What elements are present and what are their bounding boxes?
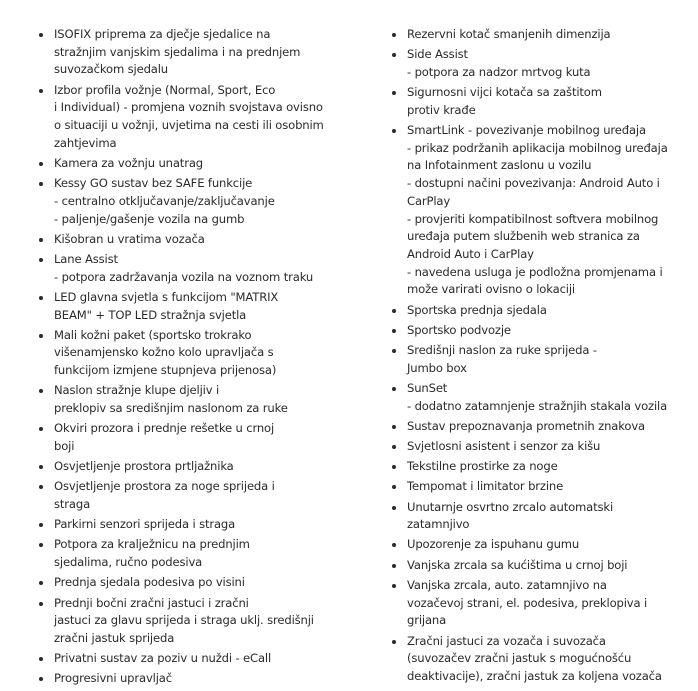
equipment-item-text: Vanjska zrcala, auto. zatamnjivo na: [407, 577, 607, 592]
equipment-item: [391, 577, 681, 630]
equipment-item: [38, 175, 330, 228]
equipment-item-text: zatamnjivo: [407, 517, 470, 532]
equipment-item-text: Kišobran u vratima vozača: [54, 231, 205, 246]
equipment-item-text: Tempomat i limitator brzine: [407, 479, 564, 494]
equipment-item: [38, 536, 330, 571]
equipment-item-text: Lane Assist: [54, 251, 118, 266]
equipment-item-text: ISOFIX priprema za dječje sjedalice na: [54, 27, 271, 41]
equipment-item-text: SunSet: [407, 380, 448, 395]
equipment-item: [38, 289, 330, 324]
equipment-item-text: Mali kožni paket (sportsko trokrako: [54, 327, 252, 342]
equipment-item-text: o situaciji u vožnji, uvjetima na cesti ili osobnim: [54, 118, 324, 133]
bullet-icon: [39, 677, 43, 681]
equipment-item-text: deaktivacije), zračni jastuk za koljena vozača: [407, 668, 662, 683]
equipment-item-text: straga: [54, 497, 91, 512]
equipment-item-text: Parkirni senzori sprijeda i straga: [54, 517, 236, 532]
equipment-item-text: Osvjetljenje prostora za noge sprijeda i: [54, 479, 275, 494]
equipment-item-text: LED glavna svjetla s funkcijom "MATRIX: [54, 289, 279, 304]
equipment-item: [391, 84, 681, 119]
equipment-item-text: Android Auto i CarPlay: [407, 246, 534, 261]
equipment-item-text: uređaja putem službenih web stranica za: [407, 229, 640, 244]
equipment-item: [38, 155, 330, 173]
equipment-item: [38, 420, 330, 455]
equipment-item-text: - paljenje/gašenje vozila na gumb: [54, 211, 245, 226]
equipment-item-text: (suvozačev zračni jastuk s mogućnošću: [407, 651, 632, 666]
bullet-icon: [392, 584, 396, 588]
equipment-item-text: Svjetlosni asistent i senzor za kišu: [407, 438, 601, 453]
equipment-item-text: - prikaz podržanih aplikacija mobilnog uređaja: [407, 140, 668, 155]
bullet-icon: [392, 309, 396, 313]
equipment-item: [38, 251, 330, 286]
equipment-item: [38, 574, 330, 592]
equipment-item-text: Sustav prepoznavanja prometnih znakova: [407, 418, 646, 433]
equipment-item: [391, 342, 681, 377]
equipment-item-text: - navedena usluga je podložna promjenama i: [407, 264, 663, 279]
equipment-item: [38, 516, 330, 534]
equipment-item-text: Sportsko podvozje: [407, 322, 511, 337]
bullet-icon: [39, 427, 43, 431]
bullet-icon: [39, 258, 43, 262]
bullet-icon: [392, 329, 396, 333]
equipment-item-text: Side Assist: [407, 47, 468, 62]
equipment-item: [391, 122, 681, 299]
equipment-item-text: - potpora za nadzor mrtvog kuta: [407, 64, 591, 79]
bullet-icon: [39, 33, 43, 37]
bullet-icon: [39, 89, 43, 93]
equipment-item-text: - centralno otključavanje/zaključavanje: [54, 193, 275, 208]
equipment-item: [391, 46, 681, 81]
equipment-item: [391, 418, 681, 436]
equipment-item-text: Osvjetljenje prostora prtljažnika: [54, 459, 234, 474]
equipment-item-text: - potpora zadržavanja vozila na voznom traku: [54, 269, 314, 284]
equipment-item-text: Rezervni kotač smanjenih dimenzija: [407, 27, 611, 41]
equipment-item: [391, 302, 681, 320]
bullet-icon: [392, 91, 396, 95]
equipment-item-text: - provjeriti kompatibilnost softvera mobilnog: [407, 211, 659, 226]
equipment-item-text: Prednji bočni zračni jastuci i zračni: [54, 595, 249, 610]
equipment-item-text: CarPlay: [407, 193, 451, 208]
equipment-item: [38, 670, 330, 688]
equipment-item: [391, 478, 681, 496]
equipment-item-text: Unutarnje osvrtno zrcalo automatski: [407, 499, 614, 514]
equipment-item-text: Kamera za vožnju unatrag: [54, 155, 203, 170]
equipment-item-text: grijana: [407, 613, 447, 628]
bullet-icon: [392, 53, 396, 57]
equipment-item-text: Privatni sustav za poziv u nuždi - eCall: [54, 651, 272, 666]
equipment-item-text: - dostupni načini povezivanja: Android Auto i: [407, 176, 660, 191]
equipment-item: [38, 82, 330, 153]
equipment-item-text: Vanjska zrcala sa kućištima u crnoj boji: [407, 557, 628, 572]
bullet-icon: [392, 33, 396, 37]
equipment-list-left: [38, 26, 330, 691]
equipment-item-text: SmartLink - povezivanje mobilnog uređaja: [407, 123, 646, 138]
equipment-item-text: preklopiv sa središnjim naslonom za ruke: [54, 401, 288, 416]
equipment-list-right: [391, 26, 681, 688]
equipment-item-text: Sigurnosni vijci kotača sa zaštitom: [407, 85, 602, 100]
bullet-icon: [392, 564, 396, 568]
bullet-icon: [392, 349, 396, 353]
bullet-icon: [392, 640, 396, 644]
bullet-icon: [39, 296, 43, 300]
bullet-icon: [392, 387, 396, 391]
equipment-item-text: Kessy GO sustav bez SAFE funkcije: [54, 176, 253, 191]
equipment-item: [391, 380, 681, 415]
bullet-icon: [392, 465, 396, 469]
equipment-item: [391, 322, 681, 340]
equipment-item-text: Tekstilne prostirke za noge: [407, 459, 558, 474]
equipment-item-text: Jumbo box: [407, 360, 467, 375]
bullet-icon: [39, 657, 43, 661]
equipment-item-text: Potpora za kralježnicu na prednjim: [54, 537, 250, 552]
equipment-item-text: sjedalima, ručno podesiva: [54, 555, 203, 570]
equipment-item-text: stražnjim vanjskim sjedalima i na prednjem: [54, 44, 301, 59]
equipment-item-text: funkcijom izmjene stupnjeva prijenosa): [54, 363, 277, 378]
equipment-item-text: može varirati ovisno o lokaciji: [407, 282, 576, 297]
bullet-icon: [392, 425, 396, 429]
bullet-icon: [39, 602, 43, 606]
equipment-item: [391, 26, 681, 44]
equipment-item: [391, 458, 681, 476]
bullet-icon: [39, 543, 43, 547]
equipment-item-text: Naslon stražnje klupe djeljiv i: [54, 383, 220, 398]
bullet-icon: [392, 543, 396, 547]
equipment-item: [38, 26, 330, 79]
equipment-item-text: jastuci za glavu sprijeda i straga uklj. središnji: [54, 613, 314, 628]
bullet-icon: [39, 485, 43, 489]
equipment-item-text: Središnji naslon za ruke sprijeda -: [407, 342, 597, 357]
bullet-icon: [392, 129, 396, 133]
equipment-item: [391, 633, 681, 686]
equipment-item-text: protiv krađe: [407, 102, 476, 117]
equipment-item-text: vozačevoj strani, el. podesiva, preklopiva i: [407, 595, 648, 610]
equipment-item-text: i Individual) - promjena voznih svojstava ovisno: [54, 100, 323, 115]
equipment-item: [38, 327, 330, 380]
equipment-item-text: višenamjensko kožno kolo upravljača s: [54, 345, 274, 360]
equipment-item: [38, 231, 330, 249]
equipment-item: [38, 595, 330, 648]
equipment-item-text: zahtjevima: [54, 135, 117, 150]
bullet-icon: [39, 238, 43, 242]
equipment-item-text: BEAM" + TOP LED stražnja svjetla: [54, 307, 247, 322]
equipment-item: [38, 382, 330, 417]
equipment-item: [391, 438, 681, 456]
equipment-item-text: Okviri prozora i prednje rešetke u crnoj: [54, 421, 275, 436]
equipment-item-text: Zračni jastuci za vozača i suvozača: [407, 633, 606, 648]
equipment-item: [38, 478, 330, 513]
bullet-icon: [39, 523, 43, 527]
equipment-item-text: - dodatno zatamnjenje stražnjih stakala vozila: [407, 398, 668, 413]
bullet-icon: [39, 465, 43, 469]
equipment-item: [391, 499, 681, 534]
bullet-icon: [39, 389, 43, 393]
equipment-item-text: Izbor profila vožnje (Normal, Sport, Eco: [54, 82, 276, 97]
bullet-icon: [39, 162, 43, 166]
equipment-item-text: na Infotainment zaslonu u vozilu: [407, 158, 592, 173]
equipment-item-text: Sportska prednja sjedala: [407, 302, 547, 317]
equipment-item-text: suvozačkom sjedalu: [54, 62, 169, 77]
equipment-item-text: Progresivni upravljač: [54, 671, 172, 686]
equipment-item: [391, 536, 681, 554]
bullet-icon: [39, 334, 43, 338]
bullet-icon: [392, 445, 396, 449]
equipment-item-text: Prednja sjedala podesiva po visini: [54, 575, 245, 590]
equipment-item-text: Upozorenje za ispuhanu gumu: [407, 537, 580, 552]
bullet-icon: [39, 182, 43, 186]
bullet-icon: [39, 581, 43, 585]
equipment-item: [38, 650, 330, 668]
equipment-item-text: zračni jastuk sprijeda: [54, 631, 175, 645]
equipment-item-text: boji: [54, 438, 75, 453]
equipment-item: [391, 557, 681, 575]
equipment-item: [38, 458, 330, 476]
bullet-icon: [392, 506, 396, 510]
bullet-icon: [392, 485, 396, 489]
